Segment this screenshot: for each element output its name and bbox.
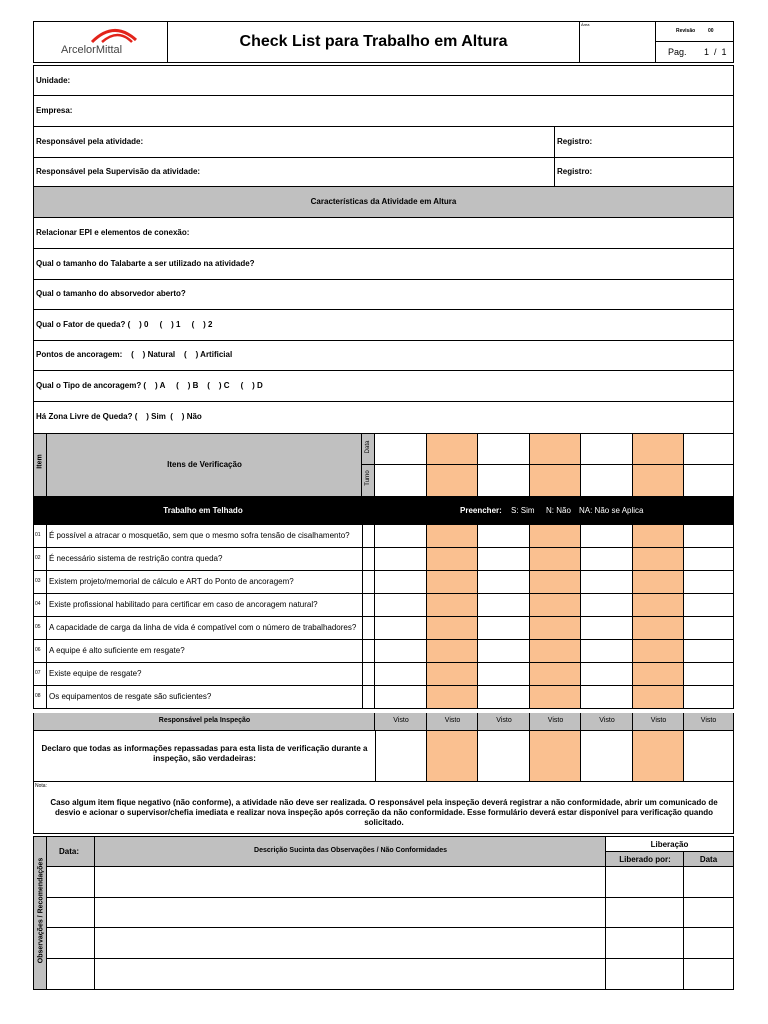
obs-desc-cell[interactable] bbox=[95, 959, 606, 989]
telhado-header bbox=[33, 496, 734, 525]
observations-side-label: Observações / Recomendações bbox=[37, 857, 45, 964]
table-row bbox=[33, 617, 734, 640]
characteristics-header bbox=[33, 187, 734, 218]
visto-cell bbox=[581, 713, 633, 730]
answer-cell-2[interactable] bbox=[427, 571, 478, 593]
signature-cell-3[interactable] bbox=[478, 731, 530, 781]
answer-cell-1[interactable] bbox=[375, 640, 427, 662]
signature-cell-4[interactable] bbox=[530, 731, 581, 781]
page-cell bbox=[656, 42, 733, 62]
tipo-row[interactable] bbox=[33, 371, 734, 402]
visto-cell bbox=[530, 713, 581, 730]
item-number: 01 bbox=[35, 532, 41, 538]
visto-label: Visto bbox=[700, 717, 717, 724]
item-number: 08 bbox=[35, 693, 41, 699]
item-number: 03 bbox=[35, 578, 41, 584]
obs-data-cell[interactable] bbox=[684, 928, 733, 959]
turno-label: Turno bbox=[365, 470, 371, 486]
obs-liberado-cell[interactable] bbox=[606, 928, 684, 959]
item-text: Existem projeto/memorial de cálculo e ART do Ponto de ancoragem? bbox=[49, 577, 294, 586]
answer-cell-1[interactable] bbox=[375, 594, 427, 616]
item-spacer bbox=[362, 525, 375, 547]
answer-cell-4[interactable] bbox=[530, 686, 581, 708]
item-spacer bbox=[362, 663, 375, 685]
obs-date-cell[interactable] bbox=[47, 959, 95, 989]
fator-row[interactable] bbox=[33, 310, 734, 341]
answer-cell-7[interactable] bbox=[684, 663, 733, 685]
shift-cell-1[interactable] bbox=[375, 465, 427, 496]
obs-desc-cell[interactable] bbox=[95, 928, 606, 959]
answer-cell-5[interactable] bbox=[581, 686, 633, 708]
epi-question: Relacionar EPI e elementos de conexão: bbox=[36, 228, 190, 237]
item-text: É necessário sistema de restrição contra queda? bbox=[49, 554, 223, 563]
visto-label: Visto bbox=[496, 717, 512, 724]
area-label: Área bbox=[581, 22, 590, 27]
obs-data-label: Data: bbox=[59, 847, 80, 856]
epi-row[interactable] bbox=[33, 218, 734, 249]
item-number-cell bbox=[34, 663, 47, 685]
item-spacer bbox=[362, 640, 375, 662]
empresa-row[interactable] bbox=[33, 96, 734, 127]
item-number: 07 bbox=[35, 670, 41, 676]
item-spacer bbox=[362, 594, 375, 616]
answer-cell-1[interactable] bbox=[375, 571, 427, 593]
item-number-cell bbox=[34, 617, 47, 639]
responsavel-row[interactable] bbox=[33, 127, 734, 158]
signature-cell-5[interactable] bbox=[581, 731, 633, 781]
answer-cell-1[interactable] bbox=[375, 663, 427, 685]
answer-cell-3[interactable] bbox=[478, 594, 530, 616]
visto-label: Visto bbox=[444, 717, 461, 724]
obs-desc-header bbox=[95, 837, 606, 867]
answer-cell-3[interactable] bbox=[478, 548, 530, 570]
brand-name: ArcelorMittal bbox=[61, 44, 123, 56]
item-text: Existe equipe de resgate? bbox=[49, 669, 142, 678]
supervisao-label: Responsável pela Supervisão da atividade: bbox=[36, 167, 201, 176]
item-number-cell bbox=[34, 686, 47, 708]
verification-header bbox=[33, 434, 734, 496]
answer-cell-5[interactable] bbox=[581, 594, 633, 616]
obs-date-cell[interactable] bbox=[47, 898, 95, 929]
answer-cell-7[interactable] bbox=[684, 571, 733, 593]
answer-cell-3[interactable] bbox=[478, 571, 530, 593]
signature-cell-1[interactable] bbox=[375, 731, 427, 781]
item-spacer bbox=[362, 686, 375, 708]
obs-desc-cell[interactable] bbox=[95, 867, 606, 898]
answer-cell-2[interactable] bbox=[427, 548, 478, 570]
item-text: Os equipamentos de resgate são suficientes? bbox=[49, 692, 212, 701]
liberacao-label: Liberação bbox=[650, 840, 689, 849]
registro-label-1: Registro: bbox=[557, 137, 593, 146]
answer-cell-6[interactable] bbox=[633, 686, 684, 708]
talabarte-question: Qual o tamanho do Talabarte a ser utilizado na atividade? bbox=[36, 259, 255, 268]
answer-cell-4[interactable] bbox=[530, 640, 581, 662]
pontos-row[interactable] bbox=[33, 341, 734, 371]
obs-liberado-cell[interactable] bbox=[606, 959, 684, 989]
shift-cell-6[interactable] bbox=[633, 465, 684, 496]
answer-cell-3[interactable] bbox=[478, 663, 530, 685]
unidade-label: Unidade: bbox=[36, 76, 71, 85]
visto-cell bbox=[478, 713, 530, 730]
registro-cell-1[interactable] bbox=[554, 127, 734, 157]
answer-cell-5[interactable] bbox=[581, 525, 633, 547]
date-cell-5[interactable] bbox=[581, 434, 633, 465]
note-box bbox=[33, 782, 734, 834]
legend-nao: N: Não bbox=[546, 506, 571, 515]
answer-cell-3[interactable] bbox=[478, 640, 530, 662]
item-number: 02 bbox=[35, 555, 41, 561]
fill-label: Preencher: bbox=[460, 506, 502, 515]
table-row bbox=[33, 686, 734, 709]
answer-cell-2[interactable] bbox=[427, 686, 478, 708]
registro-label-2: Registro: bbox=[557, 167, 593, 176]
declaration-text: Declaro que todas as informações repassadas para esta lista de verificação durante a inspeção, são verdadeiras: bbox=[41, 744, 368, 763]
inspection-header bbox=[33, 713, 734, 731]
obs-data-cell[interactable] bbox=[684, 959, 733, 989]
observations-side bbox=[34, 837, 47, 989]
zona-question: Há Zona Livre de Queda? ( ) Sim ( ) Não bbox=[36, 412, 202, 421]
answer-cell-4[interactable] bbox=[530, 594, 581, 616]
obs-data-cell[interactable] bbox=[684, 898, 733, 929]
shift-cell-5[interactable] bbox=[581, 465, 633, 496]
telhado-title: Trabalho em Telhado bbox=[163, 506, 243, 515]
date-cell-1[interactable] bbox=[375, 434, 427, 465]
table-row bbox=[33, 640, 734, 663]
note-text: Caso algum item fique negativo (não conforme), a atividade não deve ser realizada. O responsável pela inspeção deverá registrar a não conformidade, abrir um comunicado de desvio e acionar o supervisor/chefia imediata e realizar nova inspeção após correção da não conformidade. Esse formulário deverá estar disponível para verificação quando solicitado. bbox=[50, 798, 718, 827]
visto-label: Visto bbox=[599, 717, 615, 724]
liberado-label: Liberado por: bbox=[619, 855, 671, 864]
visto-label: Visto bbox=[547, 717, 564, 724]
signature-cell-6[interactable] bbox=[633, 731, 684, 781]
shift-cell-7[interactable] bbox=[684, 465, 733, 496]
item-spacer bbox=[362, 548, 375, 570]
item-spacer bbox=[362, 571, 375, 593]
obs-desc-label: Descrição Sucinta das Observações / Não Conformidades bbox=[254, 847, 447, 854]
pontos-question: Pontos de ancoragem: ( ) Natural ( ) Artificial bbox=[36, 350, 233, 359]
liberado-header bbox=[606, 852, 684, 867]
absorvedor-question: Qual o tamanho do absorvedor aberto? bbox=[36, 289, 186, 298]
item-number: 04 bbox=[35, 601, 41, 607]
data-label: Data bbox=[365, 440, 371, 454]
characteristics-title: Características da Atividade em Altura bbox=[310, 197, 457, 206]
answer-cell-4[interactable] bbox=[530, 548, 581, 570]
answer-cell-5[interactable] bbox=[581, 617, 633, 639]
area-cell bbox=[580, 22, 656, 62]
signature-cell-2[interactable] bbox=[427, 731, 478, 781]
page-value: 1 / 1 bbox=[704, 47, 727, 57]
item-number-cell bbox=[34, 571, 47, 593]
item-text: É possível a atracar o mosquetão, sem que o mesmo sofra tensão de cisalhamento? bbox=[49, 531, 350, 540]
unidade-row[interactable] bbox=[33, 65, 734, 96]
answer-cell-6[interactable] bbox=[633, 663, 684, 685]
legend-sim: S: Sim bbox=[511, 506, 535, 515]
responsavel-inspecao-label: Responsável pela Inspeção bbox=[158, 717, 251, 724]
responsavel-label: Responsável pela atividade: bbox=[36, 137, 144, 146]
answer-cell-7[interactable] bbox=[684, 525, 733, 547]
responsavel-inspecao-cell bbox=[34, 713, 375, 730]
zona-row[interactable] bbox=[33, 402, 734, 434]
date-cell-6[interactable] bbox=[633, 434, 684, 465]
registro-cell-2[interactable] bbox=[554, 158, 734, 186]
answer-cell-2[interactable] bbox=[427, 525, 478, 547]
signature-cell-7[interactable] bbox=[684, 731, 733, 781]
item-number-cell bbox=[34, 594, 47, 616]
revision-label: Revisão bbox=[676, 28, 696, 34]
date-cell-2[interactable] bbox=[427, 434, 478, 465]
shift-cell-3[interactable] bbox=[478, 465, 530, 496]
liberacao-header bbox=[606, 837, 733, 852]
obs-data-cell[interactable] bbox=[684, 867, 733, 898]
answer-cell-7[interactable] bbox=[684, 594, 733, 616]
obs-desc-cell[interactable] bbox=[95, 898, 606, 929]
answer-cell-2[interactable] bbox=[427, 640, 478, 662]
item-number-cell bbox=[34, 525, 47, 547]
shift-cell-2[interactable] bbox=[427, 465, 478, 496]
observations-table bbox=[33, 836, 734, 990]
items-title: Itens de Verificação bbox=[167, 460, 242, 469]
declaration-row bbox=[33, 731, 734, 782]
supervisao-row[interactable] bbox=[33, 158, 734, 187]
visto-label: Visto bbox=[393, 717, 409, 724]
answer-cell-1[interactable] bbox=[375, 548, 427, 570]
obs-date-cell[interactable] bbox=[47, 928, 95, 959]
items-title-cell bbox=[47, 434, 362, 496]
item-text: Existe profissional habilitado para certificar em caso de ancoragem natural? bbox=[49, 600, 318, 609]
item-label: Item bbox=[36, 454, 44, 469]
tipo-question: Qual o Tipo de ancoragem? ( ) A ( ) B ( ) C ( ) D bbox=[36, 381, 263, 390]
answer-cell-3[interactable] bbox=[478, 617, 530, 639]
fator-question: Qual o Fator de queda? ( ) 0 ( ) 1 ( ) 2 bbox=[36, 320, 213, 329]
item-number-cell bbox=[34, 548, 47, 570]
shift-cell-4[interactable] bbox=[530, 465, 581, 496]
legend-na: NA: Não se Aplica bbox=[579, 506, 644, 515]
answer-cell-2[interactable] bbox=[427, 617, 478, 639]
item-text: A capacidade de carga da linha de vida é compatível com o número de trabalhadores? bbox=[49, 623, 357, 632]
answer-cell-1[interactable] bbox=[375, 525, 427, 547]
answer-cell-3[interactable] bbox=[478, 686, 530, 708]
answer-cell-4[interactable] bbox=[530, 525, 581, 547]
data2-header bbox=[684, 852, 733, 867]
turno-header bbox=[362, 465, 375, 496]
answer-cell-7[interactable] bbox=[684, 617, 733, 639]
answer-cell-4[interactable] bbox=[530, 571, 581, 593]
date-cell-4[interactable] bbox=[530, 434, 581, 465]
answer-cell-6[interactable] bbox=[633, 548, 684, 570]
header bbox=[33, 21, 734, 63]
answer-cell-4[interactable] bbox=[530, 663, 581, 685]
answer-cell-7[interactable] bbox=[684, 548, 733, 570]
table-row bbox=[33, 548, 734, 571]
table-row bbox=[33, 525, 734, 548]
arcelormittal-logo-icon bbox=[84, 24, 144, 46]
visto-cell bbox=[375, 713, 427, 730]
visto-cell bbox=[427, 713, 478, 730]
table-row bbox=[33, 571, 734, 594]
answer-cell-7[interactable] bbox=[684, 686, 733, 708]
note-label: Nota: bbox=[35, 783, 47, 789]
obs-date-cell[interactable] bbox=[47, 867, 95, 898]
item-number: 06 bbox=[35, 647, 41, 653]
answer-cell-3[interactable] bbox=[478, 525, 530, 547]
item-number: 05 bbox=[35, 624, 41, 630]
logo bbox=[34, 22, 168, 62]
answer-cell-2[interactable] bbox=[427, 594, 478, 616]
answer-cell-5[interactable] bbox=[581, 640, 633, 662]
answer-cell-5[interactable] bbox=[581, 571, 633, 593]
date-cell-3[interactable] bbox=[478, 434, 530, 465]
date-cell-7[interactable] bbox=[684, 434, 733, 465]
empresa-label: Empresa: bbox=[36, 106, 73, 115]
answer-cell-6[interactable] bbox=[633, 525, 684, 547]
revision-cell bbox=[656, 22, 733, 42]
obs-data-header bbox=[47, 837, 95, 867]
obs-liberado-cell[interactable] bbox=[606, 898, 684, 929]
page-title: Check List para Trabalho em Altura bbox=[168, 22, 580, 62]
answer-cell-6[interactable] bbox=[633, 640, 684, 662]
revision-value: 00 bbox=[708, 28, 714, 34]
visto-label: Visto bbox=[650, 717, 667, 724]
answer-cell-5[interactable] bbox=[581, 663, 633, 685]
page-label: Pag. bbox=[668, 47, 687, 57]
answer-cell-6[interactable] bbox=[633, 617, 684, 639]
table-row bbox=[33, 663, 734, 686]
item-spacer bbox=[362, 617, 375, 639]
answer-cell-6[interactable] bbox=[633, 571, 684, 593]
data-header bbox=[362, 434, 375, 465]
data2-label: Data bbox=[699, 855, 718, 864]
obs-liberado-cell[interactable] bbox=[606, 867, 684, 898]
answer-cell-4[interactable] bbox=[530, 617, 581, 639]
visto-cell bbox=[684, 713, 733, 730]
answer-cell-7[interactable] bbox=[684, 640, 733, 662]
visto-cell bbox=[633, 713, 684, 730]
answer-cell-6[interactable] bbox=[633, 594, 684, 616]
item-header bbox=[34, 434, 47, 496]
absorvedor-row[interactable] bbox=[33, 280, 734, 310]
table-row bbox=[33, 594, 734, 617]
answer-cell-1[interactable] bbox=[375, 617, 427, 639]
answer-cell-2[interactable] bbox=[427, 663, 478, 685]
answer-cell-5[interactable] bbox=[581, 548, 633, 570]
answer-cell-1[interactable] bbox=[375, 686, 427, 708]
item-text: A equipe é alto suficiente em resgate? bbox=[49, 646, 185, 655]
talabarte-row[interactable] bbox=[33, 249, 734, 280]
item-number-cell bbox=[34, 640, 47, 662]
